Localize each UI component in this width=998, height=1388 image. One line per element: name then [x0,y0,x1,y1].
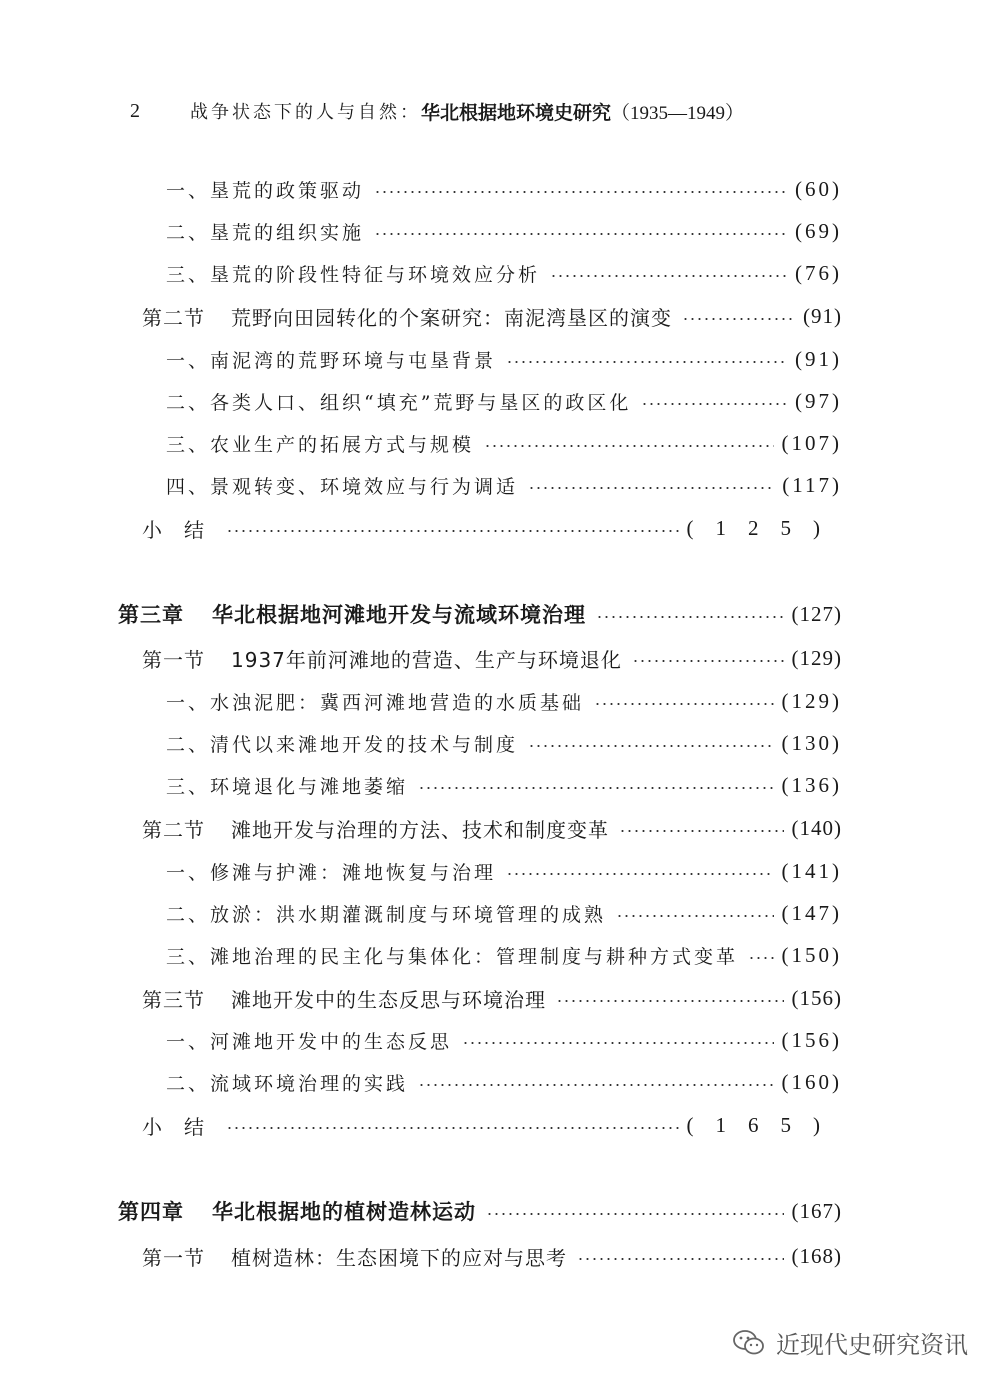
toc-entry-label [166,176,364,203]
toc-entry-sub [166,257,842,289]
toc-entry-label [142,1242,567,1271]
dot-leader [596,616,784,618]
toc-entry-label [166,942,738,969]
toc-entry-title: 滩地开发中的生态反思与环境治理 [231,987,546,1012]
dot-leader [550,275,787,277]
toc-entry-title: 一、河滩地开发中的生态反思 [166,1030,453,1053]
toc-entry-sec [142,982,842,1014]
watermark-text: 近现代史研究资讯 [776,1331,968,1359]
toc-entry-sec [142,642,842,674]
dot-leader [528,745,773,747]
toc-entry-page: (76) [795,260,842,285]
toc-entry-label [166,346,496,373]
toc-entry-title: 四、景观转变、环境效应与行为调适 [166,475,519,498]
toc-entry-page: (91) [795,346,842,371]
dot-leader [486,1213,784,1215]
toc-entry-title: 一、修滩与护滩：滩地恢复与治理 [166,861,497,884]
toc-entry-sum [142,1109,842,1141]
toc-entry-sub [166,215,842,247]
toc-entry-label [166,472,518,499]
toc-entry-sub [166,343,842,375]
toc-entry-page: (140) [791,815,842,840]
toc-entry-sub [166,1024,842,1056]
toc-entry-title: 一、垦荒的政策驱动 [166,179,365,202]
dot-leader [594,703,773,705]
toc-entry-page: (129) [781,688,842,713]
page-number: 2 [130,99,140,122]
toc-entry-sub [166,727,842,759]
toc-entry-title: 二、清代以来滩地开发的技术与制度 [166,733,519,756]
toc-entry-label [142,514,226,543]
toc-entry-label [166,430,474,457]
toc-entry-page: (147) [781,900,842,925]
toc-entry-page: (97) [795,388,842,413]
toc-entry-title: 滩地开发与治理的方法、技术和制度变革 [231,817,609,842]
toc-entry-number: 第三章 [118,603,184,627]
dot-leader [619,830,784,832]
toc-entry-title: 三、滩地治理的民主化与集体化：管理制度与耕种方式变革 [166,945,739,968]
toc-entry-label [118,599,586,629]
toc-entry-title: 二、流域环境治理的实践 [166,1072,409,1095]
toc-entry-label [118,1196,476,1226]
toc-entry-label [142,644,622,673]
toc-entry-number: 第一节 [142,1245,205,1270]
toc-entry-label [166,858,496,885]
toc-entry-label [142,984,546,1013]
wechat-icon [732,1328,766,1358]
dot-leader [577,1258,784,1260]
toc-entry-label [142,302,672,331]
running-header [130,96,890,126]
series-title: 战争状态下的人与自然： [190,102,421,123]
toc-entry-label [166,730,518,757]
watermark [732,1325,968,1360]
toc-entry-sub [166,427,842,459]
toc-entry-sec [142,300,842,332]
toc-entry-page: (167) [791,1198,842,1223]
toc-entry-title: 小结 [142,517,226,542]
toc-entry-sub [166,469,842,501]
toc-entry-page: (125) [686,515,842,540]
toc-entry-title: 一、南泥湾的荒野环境与屯垦背景 [166,349,497,372]
toc-entry-sub [166,173,842,205]
toc-entry-title: 植树造林：生态困境下的应对与思考 [231,1245,567,1270]
toc-entry-label [142,814,609,843]
toc-entry-page: (69) [795,218,842,243]
toc-entry-number: 第四章 [118,1200,184,1224]
toc-entry-title: 二、垦荒的组织实施 [166,221,365,244]
toc-entry-label [166,900,606,927]
dot-leader [418,1084,773,1086]
toc-entry-sec [142,1240,842,1272]
toc-entry-label [166,260,540,287]
toc-entry-sub [166,685,842,717]
toc-entry-title: 一、水浊泥肥：冀西河滩地营造的水质基础 [166,691,585,714]
toc-entry-page: (156) [791,985,842,1010]
toc-entry-sum [142,512,842,544]
toc-entry-page: (160) [781,1069,842,1094]
book-years: （1935—1949） [611,102,745,124]
dot-leader [682,318,795,320]
toc-entry-sub [166,939,842,971]
toc-entry-page: (117) [782,472,842,497]
toc-entry-page: (130) [781,730,842,755]
toc-entry-label [142,1111,226,1140]
toc-entry-page: (136) [781,772,842,797]
toc-entry-number: 第三节 [142,987,205,1012]
toc-entry-title: 华北根据地的植树造林运动 [212,1200,476,1224]
toc-entry-number: 第二节 [142,817,205,842]
toc-entry-title: 三、农业生产的拓展方式与规模 [166,433,475,456]
toc-entry-sub [166,897,842,929]
dot-leader [374,233,787,235]
toc-entry-title: 1937年前河滩地的营造、生产与环境退化 [231,647,622,672]
dot-leader [226,1127,679,1129]
toc-entry-ch [118,598,842,630]
toc-entry-title: 华北根据地河滩地开发与流域环境治理 [212,603,586,627]
book-title: 华北根据地环境史研究 [421,101,612,124]
dot-leader [556,1000,784,1002]
toc-entry-page: (60) [795,176,842,201]
toc-entry-title: 二、各类人口、组织“填充”荒野与垦区的政区化 [166,391,632,414]
toc-entry-page: (156) [781,1027,842,1052]
toc-entry-page: (107) [781,430,842,455]
toc-entry-label [166,772,408,799]
toc-entry-page: (150) [781,942,842,967]
toc-entry-page: (141) [781,858,842,883]
dot-leader [484,445,773,447]
dot-leader [632,660,784,662]
toc-entry-title: 荒野向田园转化的个案研究：南泥湾垦区的演变 [231,305,672,330]
toc-entry-title: 小结 [142,1114,226,1139]
toc-entry-number: 第二节 [142,305,205,330]
toc-entry-title: 三、环境退化与滩地萎缩 [166,775,409,798]
toc-entry-label [166,218,364,245]
toc-entry-page: (129) [791,645,842,670]
toc-entry-number: 第一节 [142,647,205,672]
dot-leader [528,487,774,489]
toc-entry-ch [118,1195,842,1227]
toc-entry-sec [142,812,842,844]
toc-entry-sub [166,855,842,887]
toc-entry-label [166,1027,452,1054]
toc-entry-sub [166,769,842,801]
dot-leader [226,530,679,532]
toc-entry-page: (168) [791,1243,842,1268]
toc-entry-label [166,388,631,415]
toc-entry-page: (165) [686,1112,842,1137]
dot-leader [374,191,787,193]
dot-leader [506,361,787,363]
dot-leader [748,957,773,959]
toc-entry-sub [166,1066,842,1098]
toc-entry-title: 三、垦荒的阶段性特征与环境效应分析 [166,263,541,286]
toc-entry-label [166,688,584,715]
toc-entry-title: 二、放淤：洪水期灌溉制度与环境管理的成熟 [166,903,607,926]
dot-leader [641,403,787,405]
toc-entry-page: (91) [803,303,842,328]
toc-entry-label [166,1069,408,1096]
dot-leader [616,915,773,917]
toc-entry-page: (127) [791,601,842,626]
dot-leader [462,1042,773,1044]
toc-entry-sub [166,385,842,417]
dot-leader [418,787,773,789]
dot-leader [506,873,773,875]
